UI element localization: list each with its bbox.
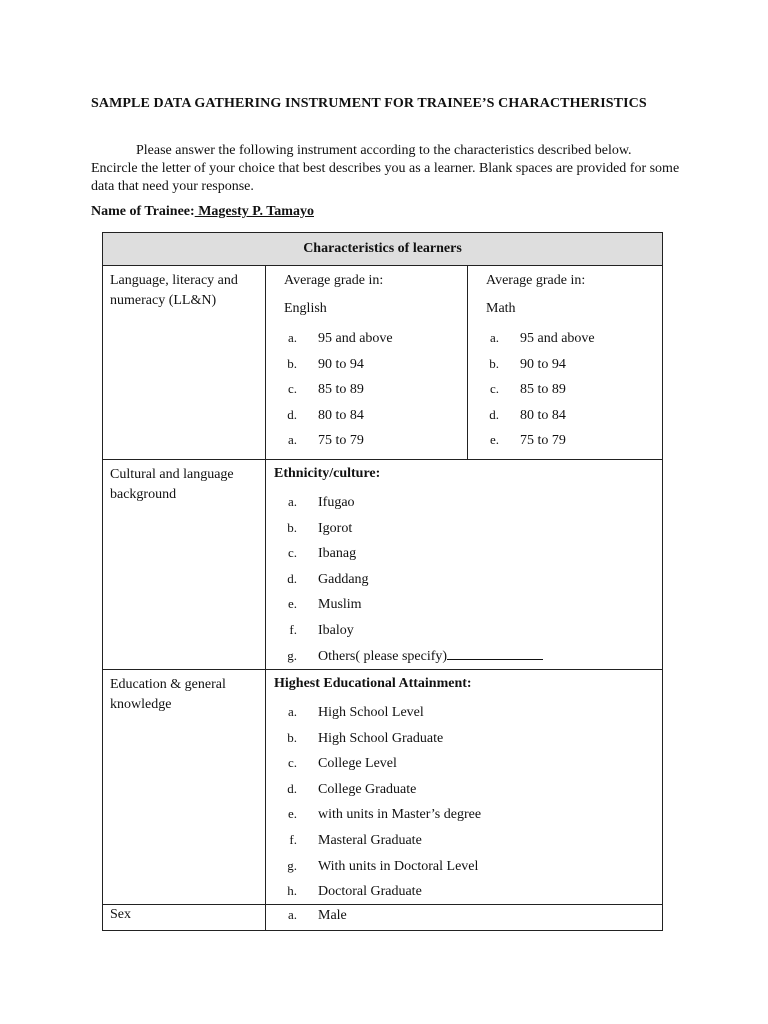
option-text: 75 to 79 bbox=[318, 433, 364, 449]
option-letter: d. bbox=[287, 570, 297, 586]
option-letter: a. bbox=[287, 432, 297, 448]
option-item bbox=[274, 643, 654, 669]
option-letter: d. bbox=[489, 406, 499, 422]
option-item bbox=[476, 376, 654, 402]
option-text: 85 to 89 bbox=[520, 382, 566, 398]
option-text: College Level bbox=[318, 756, 397, 772]
option-letter: f. bbox=[289, 831, 297, 847]
option-text: Ibaloy bbox=[318, 622, 354, 638]
option-letter: e. bbox=[489, 432, 499, 448]
option-item bbox=[274, 801, 654, 827]
option-text: High School Level bbox=[318, 705, 424, 720]
option-text: 85 to 89 bbox=[318, 382, 364, 398]
sex-options bbox=[274, 902, 654, 928]
option-text: Doctoral Graduate bbox=[318, 884, 422, 900]
option-text: 80 to 84 bbox=[318, 407, 364, 423]
category-education: Education & general knowledge bbox=[103, 670, 266, 905]
option-text: 95 and above bbox=[318, 331, 393, 346]
option-letter: e. bbox=[287, 596, 297, 612]
option-letter: c. bbox=[287, 545, 297, 561]
option-item bbox=[274, 617, 654, 643]
option-text: 90 to 94 bbox=[318, 356, 364, 372]
option-text: Gaddang bbox=[318, 571, 369, 587]
option-item bbox=[274, 402, 459, 428]
option-letter: g. bbox=[287, 647, 297, 663]
specify-blank-line bbox=[447, 646, 543, 660]
option-text: Ifugao bbox=[318, 495, 355, 510]
option-text: Ibanag bbox=[318, 546, 357, 562]
document-title: SAMPLE DATA GATHERING INSTRUMENT FOR TRAINEE’S CHARACTHERISTICS bbox=[91, 96, 647, 111]
math-subject: Math bbox=[486, 301, 516, 316]
option-letter: g. bbox=[287, 857, 297, 873]
english-cell bbox=[266, 266, 468, 460]
math-options bbox=[476, 325, 654, 453]
option-letter: c. bbox=[287, 755, 297, 771]
option-item bbox=[274, 902, 654, 928]
option-item bbox=[274, 566, 654, 592]
category-sex: Sex bbox=[103, 905, 266, 931]
trainee-label: Name of Trainee: bbox=[91, 204, 195, 219]
option-letter: f. bbox=[289, 621, 297, 637]
option-text: High School Graduate bbox=[318, 730, 444, 746]
option-item bbox=[476, 427, 654, 453]
option-letter: c. bbox=[287, 381, 297, 397]
option-item bbox=[274, 699, 654, 725]
option-letter: a. bbox=[287, 907, 297, 922]
option-text: 75 to 79 bbox=[520, 433, 566, 449]
characteristics-table bbox=[102, 232, 663, 931]
option-letter: a. bbox=[489, 330, 499, 345]
sex-cell bbox=[266, 905, 663, 931]
option-item bbox=[274, 827, 654, 853]
option-item bbox=[274, 750, 654, 776]
option-text: Male bbox=[318, 908, 347, 923]
option-item bbox=[274, 540, 654, 566]
option-item bbox=[476, 402, 654, 428]
option-letter: b. bbox=[287, 355, 297, 371]
trainee-name-line bbox=[91, 204, 314, 220]
option-letter: b. bbox=[489, 355, 499, 371]
english-label: Average grade in: bbox=[284, 273, 384, 288]
option-item bbox=[476, 351, 654, 377]
option-letter: a. bbox=[287, 330, 297, 345]
ethnicity-options bbox=[274, 489, 654, 668]
table-header: Characteristics of learners bbox=[103, 233, 663, 266]
option-item bbox=[274, 515, 654, 541]
option-letter: d. bbox=[287, 406, 297, 422]
option-item bbox=[274, 427, 459, 453]
option-letter: e. bbox=[287, 806, 297, 822]
option-text: College Graduate bbox=[318, 781, 417, 797]
option-text: 95 and above bbox=[520, 331, 595, 346]
trainee-name: Magesty P. Tamayo bbox=[194, 204, 314, 219]
math-cell bbox=[468, 266, 663, 460]
option-letter: b. bbox=[287, 519, 297, 535]
education-question: Highest Educational Attainment: bbox=[274, 676, 472, 691]
option-text: Igorot bbox=[318, 520, 353, 536]
option-item bbox=[274, 489, 654, 515]
education-cell bbox=[266, 670, 663, 905]
option-item bbox=[274, 591, 654, 617]
cultural-cell bbox=[266, 460, 663, 670]
option-item bbox=[274, 776, 654, 802]
instructions bbox=[91, 142, 681, 196]
option-item bbox=[274, 325, 459, 351]
option-letter: b. bbox=[287, 729, 297, 745]
option-text: with units in Master’s degree bbox=[318, 807, 482, 823]
option-text: 80 to 84 bbox=[520, 407, 566, 423]
option-letter: a. bbox=[287, 494, 297, 509]
category-cultural: Cultural and language background bbox=[103, 460, 266, 670]
option-item bbox=[274, 878, 654, 904]
instructions-text: Please answer the following instrument according to the characteristics described below. Encircle the letter of your choice that best describes you as a learner. Blank spaces are provided for some data that need your response. bbox=[91, 143, 680, 194]
math-label: Average grade in: bbox=[486, 273, 586, 288]
english-options bbox=[274, 325, 459, 453]
english-subject: English bbox=[284, 301, 327, 316]
education-options bbox=[274, 699, 654, 904]
option-item bbox=[476, 325, 654, 351]
option-text: Others( please specify) bbox=[318, 648, 448, 664]
option-item bbox=[274, 351, 459, 377]
option-text: With units in Doctoral Level bbox=[318, 858, 479, 874]
option-text: Muslim bbox=[318, 597, 362, 613]
option-text: Masteral Graduate bbox=[318, 832, 422, 848]
option-letter: h. bbox=[287, 883, 297, 899]
option-item bbox=[274, 725, 654, 751]
category-lln: Language, literacy and numeracy (LL&N) bbox=[103, 266, 266, 460]
option-letter: c. bbox=[489, 381, 499, 397]
option-item bbox=[274, 376, 459, 402]
option-letter: a. bbox=[287, 704, 297, 719]
option-item bbox=[274, 853, 654, 879]
option-text: 90 to 94 bbox=[520, 356, 566, 372]
option-letter: d. bbox=[287, 780, 297, 796]
ethnicity-question: Ethnicity/culture: bbox=[274, 466, 381, 481]
